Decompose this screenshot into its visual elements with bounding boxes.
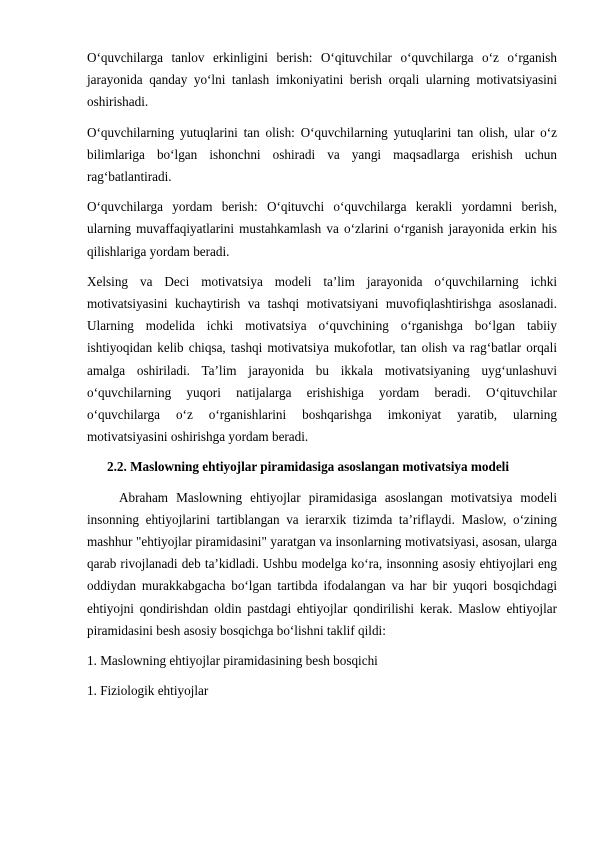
section-heading: 2.2. Maslowning ehtiyojlar piramidasiga asoslangan motivatsiya modeli [107,459,509,475]
document-page [87,47,557,710]
paragraph-choice-freedom: O‘quvchilarga tanlov erkinligini berish: O‘qituvchilar o‘quvchilarga o‘z o‘rganish jarayonida qanday yo‘lni tanlash imkoniyatini berish orqali ularning motivatsiyasini oshirishadi. [87,50,557,110]
list-item-pyramid-stages: 1. Maslowning ehtiyojlar piramidasining besh bosqichi [87,653,378,669]
paragraph-motivation-model: Xelsing va Deci motivatsiya modeli ta’lim jarayonida o‘quvchilarning ichki motivatsiyasini kuchaytirish va tashqi motivatsiyani muvofiqlashtirishga asoslanadi. Ularning modelida ichki motivatsiya o‘quvchining o‘rganishga bo‘lgan tabiiy ishtiyoqidan kelib chiqsa, tashqi motivatsiya mukofotlar, tan olish va rag‘batlar orqali amalga oshiriladi. Ta’lim jarayonida bu ikkala motivatsiyaning uyg‘unlashuvi o‘quvchilarning yuqori natijalarga erishishiga yordam beradi. O‘qituvchilar o‘quvchilarga o‘z o‘rganishlarini boshqarishga imkoniyat yaratib, ularning motivatsiyasini oshirishga yordam beradi. [87,273,557,445]
paragraph-maslow-intro: Abraham Maslowning ehtiyojlar piramidasiga asoslangan motivatsiya modeli insonning ehtiyojlarini tartiblangan va ierarxik tizimda ta’riflaydi. Maslow, o‘zining mashhur "ehtiyojlar piramidasini" yaratgan va insonlarning motivatsiyasi, asosan, ularga qarab rivojlanadi deb ta’kidladi. Ushbu modelga ko‘ra, insonning asosiy ehtiyojlari eng oddiydan murakkabgacha bo‘lgan tartibda ifodalangan va har bir yuqori bosqichdagi ehtiyojni qondirishdan oldin pastdagi ehtiyojlar qondirilishi kerak. Maslow ehtiyojlar piramidasini besh asosiy bosqichga bo‘lishni taklif qildi: [87,489,557,638]
list-item-physiological-needs: 1. Fiziologik ehtiyojlar [87,683,209,699]
paragraph-recognizing-achievements: O‘quvchilarning yutuqlarini tan olish: O‘quvchilarning yutuqlarini tan olish, ular o‘z bilimlariga bo‘lgan ishonchni oshiradi va yangi maqsadlarga erishish uchun rag‘batlantiradi. [87,124,557,185]
paragraph-giving-support: O‘quvchilarga yordam berish: O‘qituvchi o‘quvchilarga kerakli yordamni berish, ularning muvaffaqiyatlarini mustahkamlash va o‘zlarini o‘rganish jarayonida erkin his qilishlariga yordam beradi. [87,199,557,259]
